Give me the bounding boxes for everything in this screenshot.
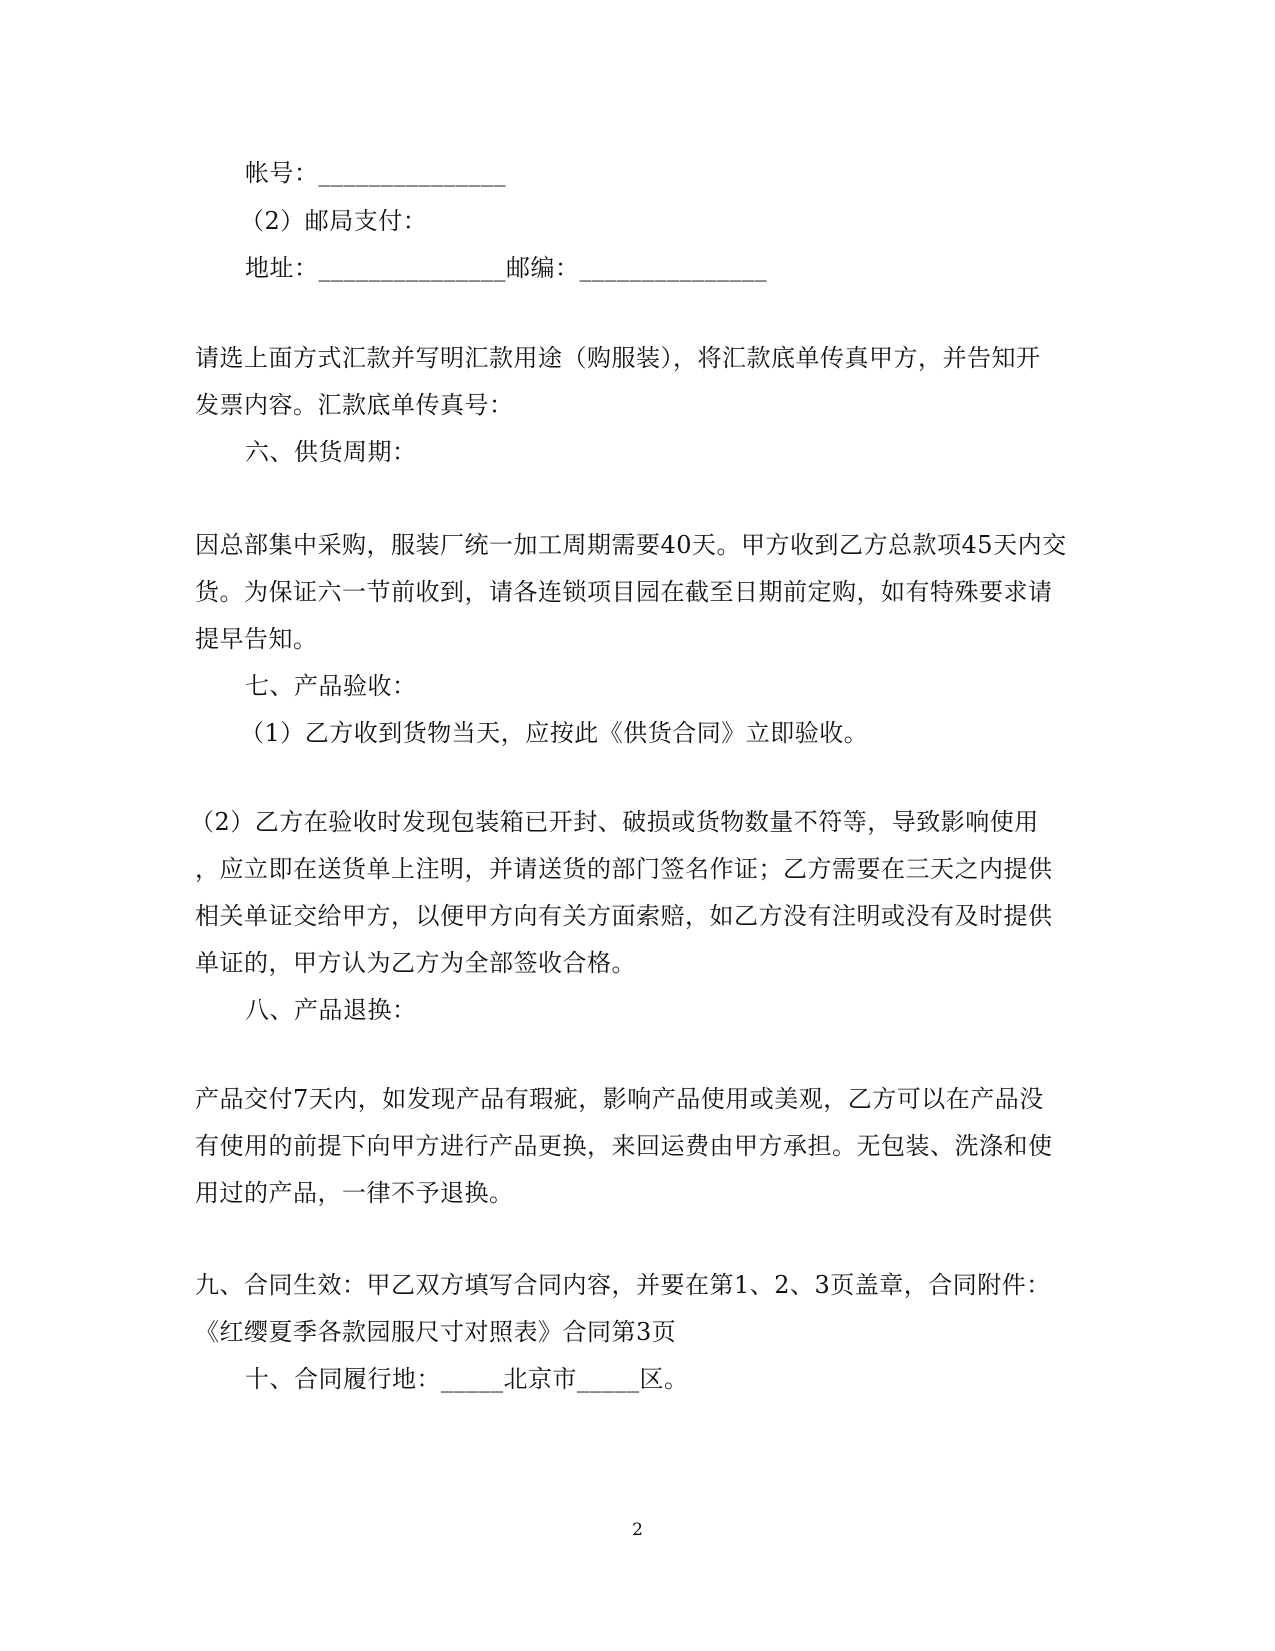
section-9-line-1: 九、合同生效：甲乙双方填写合同内容，并要在第1、2、3页盖章，合同附件： [195,1271,1051,1299]
acceptance-item-2-line-2: ，应立即在送货单上注明，并请送货的部门签名作证；乙方需要在三天之内提供 [195,855,1053,883]
supply-cycle-line-3: 提早告知。 [195,625,318,653]
post-office-payment-heading: （2）邮局支付： [240,207,428,235]
section-6-heading: 六、供货周期： [245,438,417,466]
section-7-heading: 七、产品验收： [245,672,417,700]
return-policy-line-3: 用过的产品，一律不予退换。 [195,1179,514,1207]
section-8-heading: 八、产品退换： [245,996,417,1024]
section-9-line-2: 《红缨夏季各款园服尺寸对照表》合同第3页 [195,1318,677,1346]
section-10-line: 十、合同履行地：_____北京市_____区。 [245,1365,689,1393]
acceptance-item-1: （1）乙方收到货物当天，应按此《供货合同》立即验收。 [240,719,869,747]
acceptance-item-2-line-1: （2）乙方在验收时发现包装箱已开封、破损或货物数量不符等，导致影响使用 [190,808,1039,836]
acceptance-item-2-line-4: 单证的，甲方认为乙方为全部签收合格。 [195,949,636,977]
return-policy-line-1: 产品交付7天内，如发现产品有瑕疵，影响产品使用或美观，乙方可以在产品没 [195,1085,1044,1113]
account-number-line: 帐号：_______________ [245,159,506,187]
supply-cycle-line-1: 因总部集中采购，服装厂统一加工周期需要40天。甲方收到乙方总款项45天内交 [195,531,1067,559]
remittance-instruction-line-2: 发票内容。汇款底单传真号： [195,391,514,419]
return-policy-line-2: 有使用的前提下向甲方进行产品更换，来回运费由甲方承担。无包装、洗涤和使 [195,1132,1053,1160]
acceptance-item-2-line-3: 相关单证交给甲方，以便甲方向有关方面索赔，如乙方没有注明或没有及时提供 [195,902,1053,930]
page-number: 2 [632,1520,643,1540]
supply-cycle-line-2: 货。为保证六一节前收到，请各连锁项目园在截至日期前定购，如有特殊要求请 [195,578,1053,606]
remittance-instruction-line-1: 请选上面方式汇款并写明汇款用途（购服装），将汇款底单传真甲方，并告知开 [195,344,1041,372]
address-postcode-line: 地址：_______________邮编：_______________ [245,254,767,282]
